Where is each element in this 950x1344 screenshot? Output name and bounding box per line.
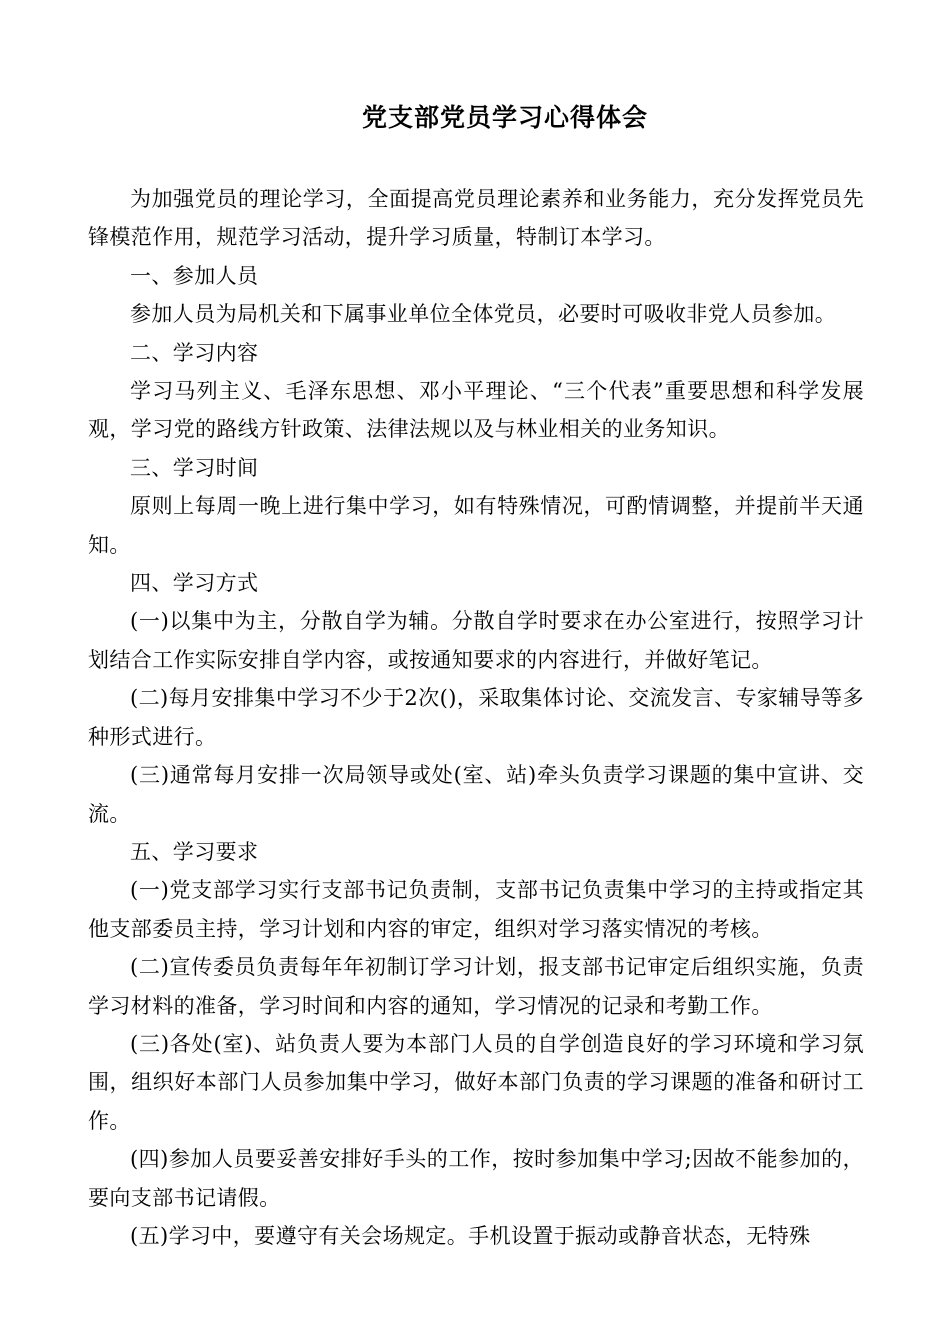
section-heading-content: 二、学习内容 [130, 340, 259, 365]
paragraph-requirement-5: (五)学习中，要遵守有关会场规定。手机设置于振动或静音状态，无特殊 [130, 1223, 811, 1248]
paragraph-requirement-1: (一)党支部学习实行支部书记负责制，支部书记负责集中学习的主持或指定其他支部委员主持，学习计划和内容的审定，组织对学习落实情况的考核。 [88, 878, 864, 941]
paragraph-participants: 参加人员为局机关和下属事业单位全体党员，必要时可吸收非党人员参加。 [130, 302, 837, 327]
paragraph-intro: 为加强党员的理论学习，全面提高党员理论素养和业务能力，充分发挥党员先锋模范作用，规范学习活动，提升学习质量，特制订本学习。 [88, 187, 864, 250]
section-heading-method: 四、学习方式 [130, 571, 259, 596]
paragraph-requirement-2: (二)宣传委员负责每年年初制订学习计划，报支部书记审定后组织实施，负责学习材料的准备，学习时间和内容的通知，学习情况的记录和考勤工作。 [88, 955, 864, 1018]
document-title: 党支部党员学习心得体会 [361, 103, 648, 132]
paragraph-requirement-3: (三)各处(室)、站负责人要为本部门人员的自学创造良好的学习环境和学习氛围，组织好本部门人员参加集中学习，做好本部门负责的学习课题的准备和研讨工作。 [88, 1031, 864, 1133]
paragraph-method-1: (一)以集中为主，分散自学为辅。分散自学时要求在办公室进行，按照学习计划结合工作实际安排自学内容，或按通知要求的内容进行，并做好笔记。 [88, 609, 864, 672]
paragraph-requirement-4: (四)参加人员要妥善安排好手头的工作，按时参加集中学习;因故不能参加的，要向支部书记请假。 [88, 1147, 864, 1210]
section-heading-time: 三、学习时间 [130, 455, 259, 480]
section-heading-requirements: 五、学习要求 [130, 839, 259, 864]
paragraph-method-3: (三)通常每月安排一次局领导或处(室、站)牵头负责学习课题的集中宣讲、交流。 [88, 763, 864, 826]
paragraph-method-2: (二)每月安排集中学习不少于2次()，采取集体讨论、交流发言、专家辅导等多种形式进行。 [88, 686, 864, 749]
section-heading-participants: 一、参加人员 [130, 263, 259, 288]
paragraph-content: 学习马列主义、毛泽东思想、邓小平理论、“三个代表”重要思想和科学发展观，学习党的路线方针政策、法律法规以及与林业相关的业务知识。 [88, 379, 864, 442]
paragraph-time: 原则上每周一晚上进行集中学习，如有特殊情况，可酌情调整，并提前半天通知。 [88, 494, 864, 557]
document-body [88, 180, 864, 1255]
